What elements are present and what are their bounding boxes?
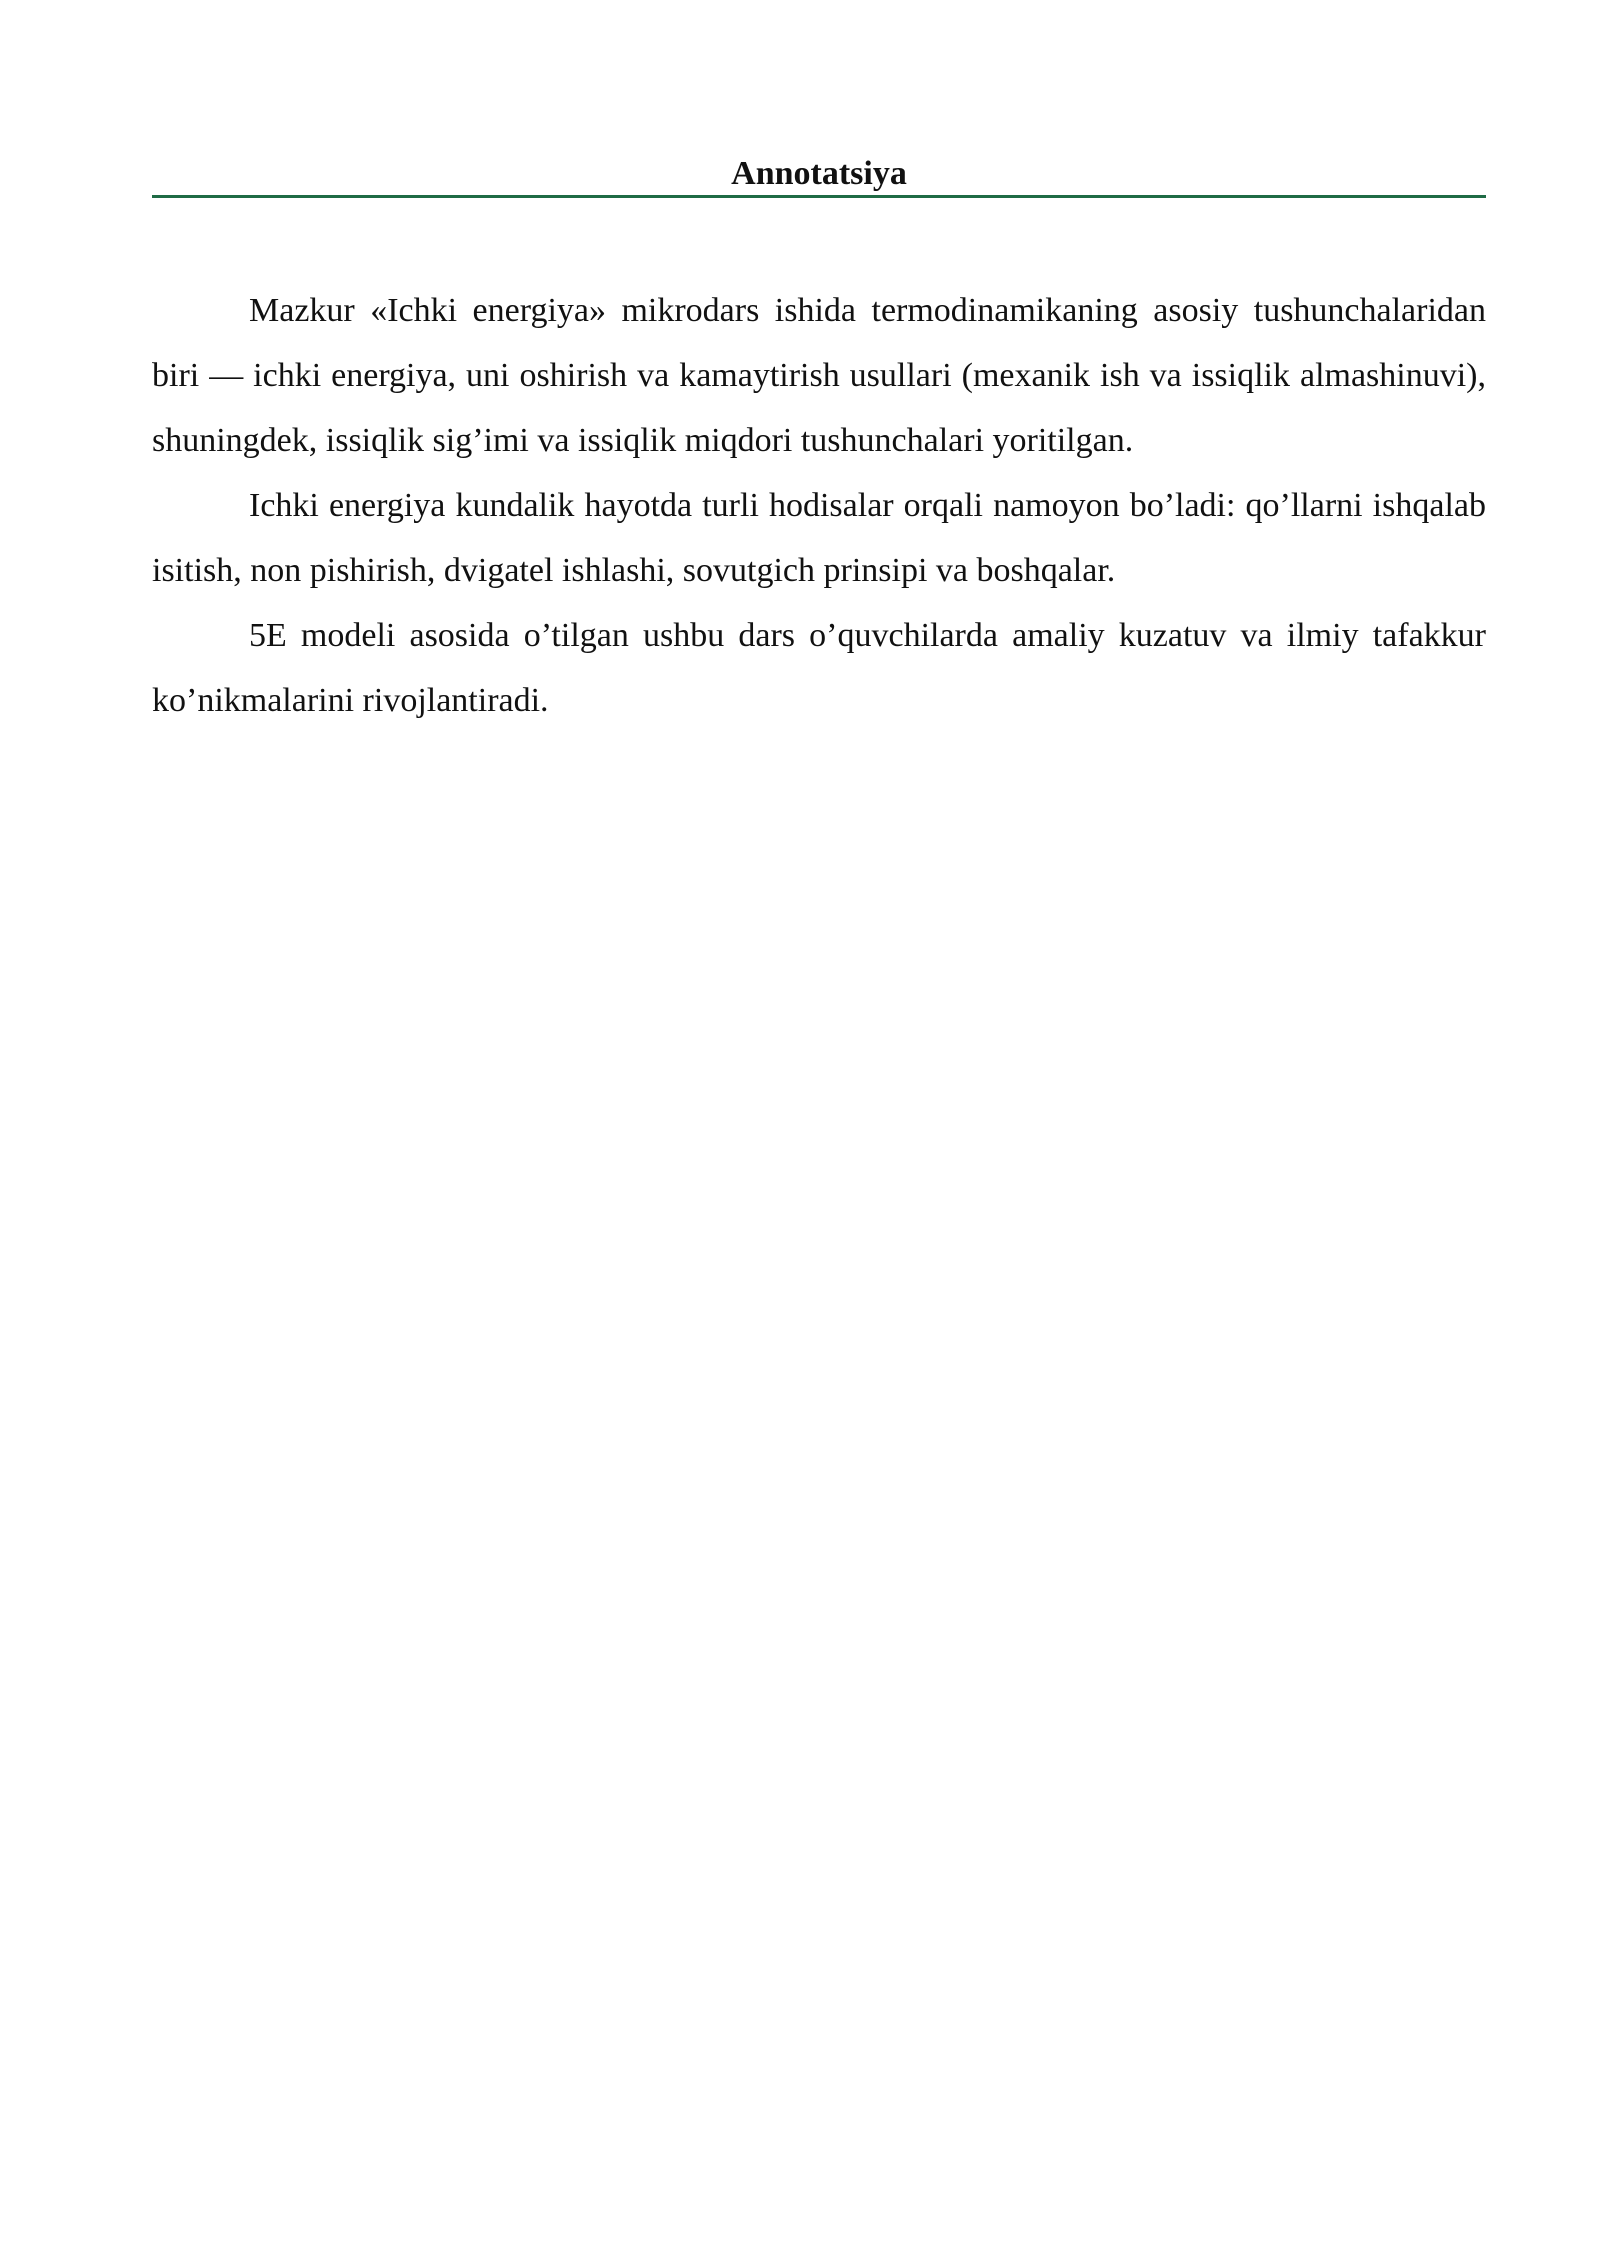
heading-block [152,150,1486,198]
paragraph-intro: Mazkur «Ichki energiya» mikrodars ishida termodinamikaning asosiy tushunchalaridan biri — ichki energiya, uni oshirish va kamaytirish usullari (mexanik ish va issiqlik almashinuvi), shuningdek, issiqlik sig’imi va issiqlik miqdori tushunchalari yoritilgan. [152,292,1486,459]
page-title: Annotatsiya [731,155,907,192]
paragraph-examples: Ichki energiya kundalik hayotda turli hodisalar orqali namoyon bo’ladi: qo’llarni ishqalab isitish, non pishirish, dvigatel ishlashi, sovutgich prinsipi va boshqalar. [152,487,1486,589]
annotation-body [152,278,1486,733]
paragraph-method: 5E modeli asosida o’tilgan ushbu dars o’quvchilarda amaliy kuzatuv va ilmiy tafakkur ko’nikmalarini rivojlantiradi. [152,617,1486,719]
